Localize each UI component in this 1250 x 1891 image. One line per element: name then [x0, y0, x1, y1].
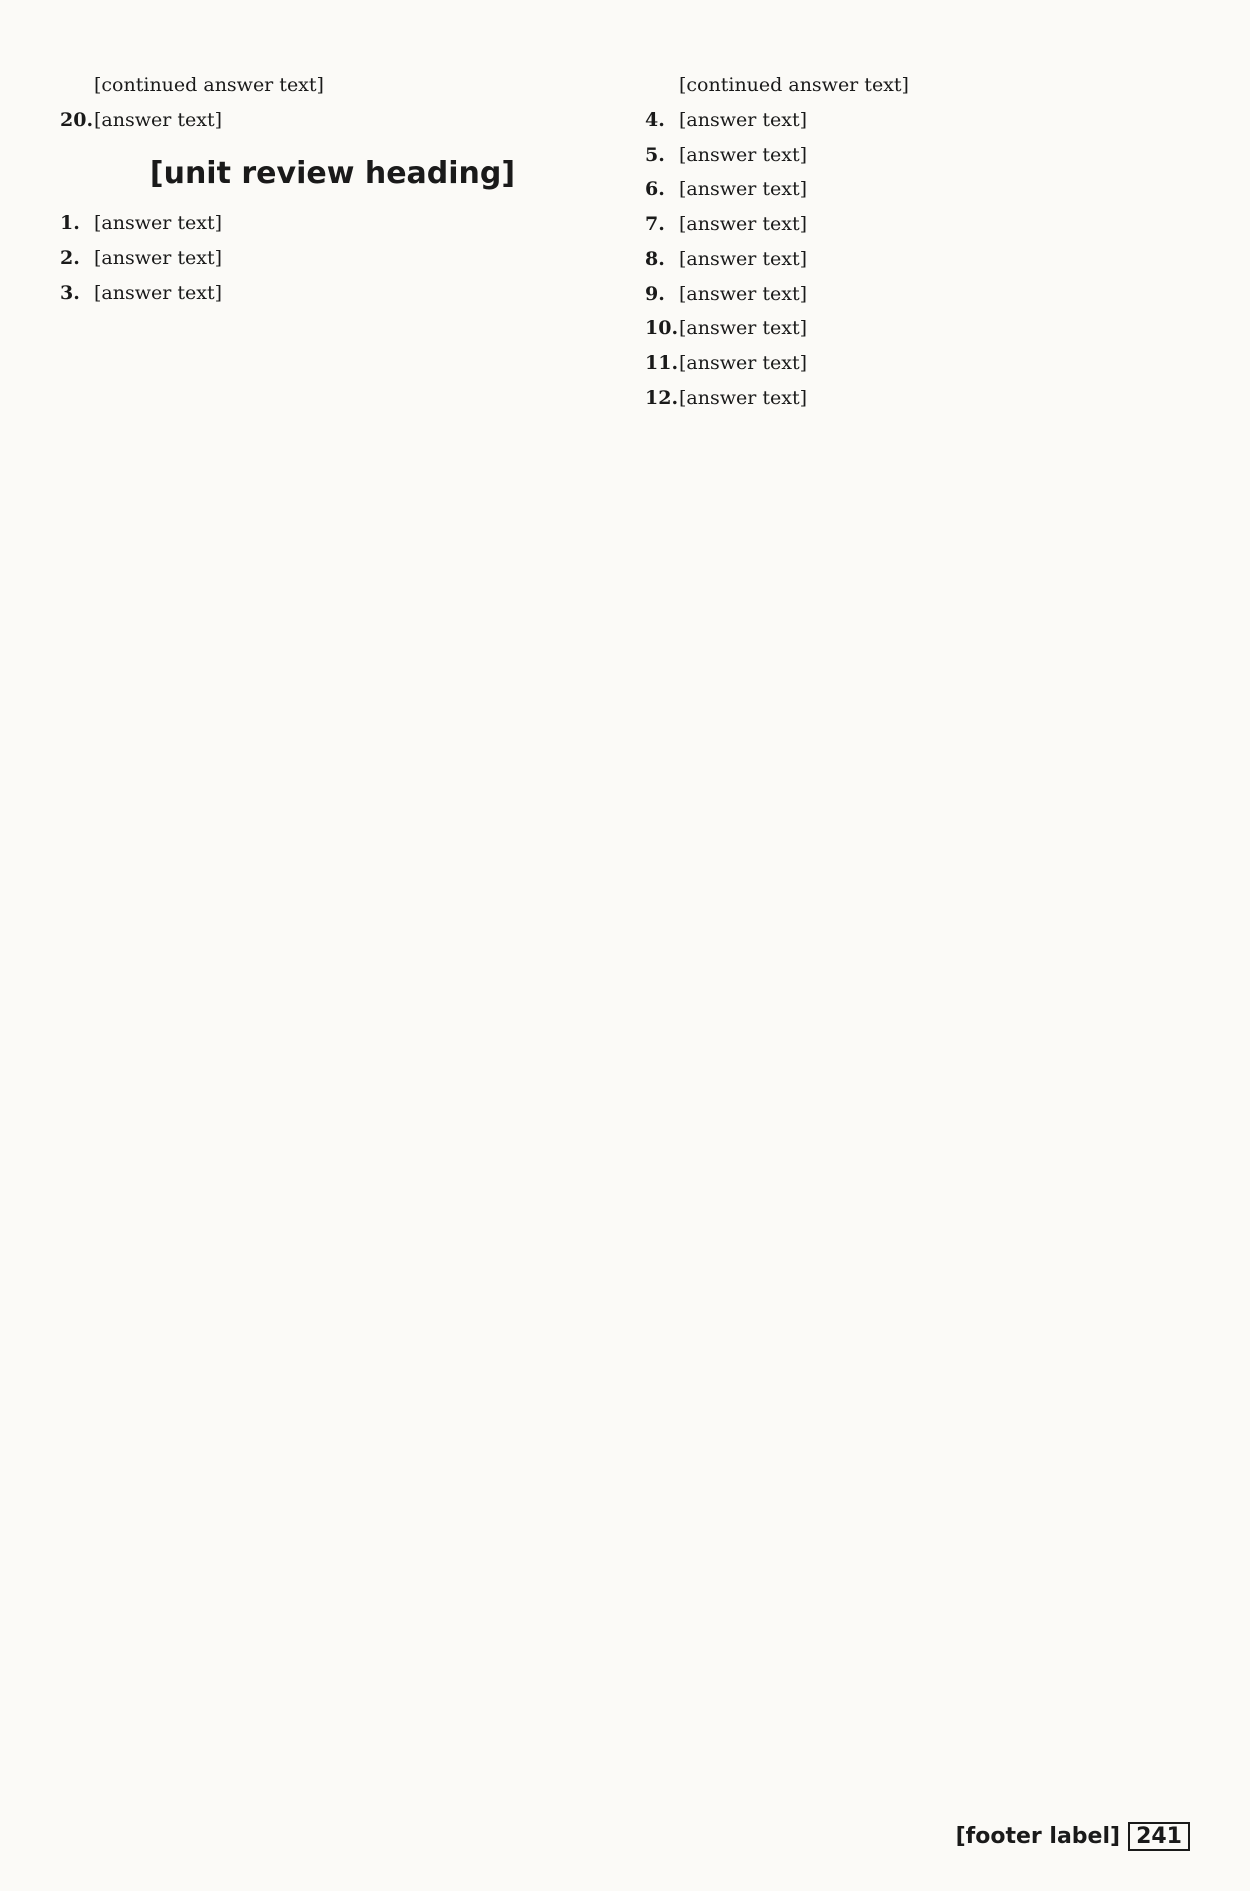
answer-text: [answer text]	[94, 212, 222, 235]
answer-item	[60, 70, 605, 101]
left-answer-list	[60, 70, 605, 136]
answer-text: [answer text]	[679, 213, 807, 236]
answer-text: [answer text]	[679, 108, 807, 131]
answer-item	[645, 279, 1190, 310]
answer-item	[645, 105, 1190, 136]
answer-number: 3.	[60, 281, 80, 304]
two-column-body	[60, 70, 1190, 1790]
answer-item	[645, 244, 1190, 275]
answer-text: [answer text]	[94, 108, 222, 131]
page-number: 241	[1128, 1822, 1190, 1851]
answer-number: 10.	[645, 317, 679, 340]
left-column	[60, 70, 605, 1790]
answer-item	[60, 278, 605, 309]
left-answer-list-after-title	[60, 208, 605, 308]
answer-item	[645, 174, 1190, 205]
answer-item	[645, 383, 1190, 414]
answer-item	[60, 105, 605, 136]
page-footer	[956, 1822, 1190, 1851]
right-answer-list	[645, 70, 1190, 414]
answer-number: 20.	[60, 108, 94, 131]
answer-text: [answer text]	[679, 352, 807, 375]
answer-number: 6.	[645, 178, 665, 201]
answer-item	[60, 243, 605, 274]
answer-text: [answer text]	[679, 178, 807, 201]
answer-text: [answer text]	[679, 247, 807, 270]
answer-item	[645, 313, 1190, 344]
answer-text: [answer text]	[94, 246, 222, 269]
answer-number: 4.	[645, 108, 665, 131]
answer-text: [answer text]	[679, 143, 807, 166]
footer-label: [footer label]	[955, 1824, 1121, 1849]
answer-item	[60, 208, 605, 239]
answer-text: [answer text]	[679, 386, 807, 409]
answer-number: 1.	[60, 212, 80, 235]
right-column	[645, 70, 1190, 1790]
answer-number: 8.	[645, 247, 665, 270]
answer-item	[645, 209, 1190, 240]
answer-item	[645, 140, 1190, 171]
answer-text: [continued answer text]	[94, 74, 324, 96]
answer-number: 12.	[645, 386, 679, 409]
answer-text: [answer text]	[679, 282, 807, 305]
answer-number: 11.	[645, 352, 679, 375]
answer-number: 7.	[645, 213, 665, 236]
answer-item	[645, 70, 1190, 101]
answer-item	[645, 348, 1190, 379]
answer-number: 5.	[645, 143, 665, 166]
answer-text: [answer text]	[94, 281, 222, 304]
answer-number: 9.	[645, 282, 665, 305]
section-title: [unit review heading]	[149, 155, 516, 191]
answer-text: [answer text]	[679, 317, 807, 340]
answer-text: [continued answer text]	[679, 74, 909, 96]
answer-number: 2.	[60, 246, 80, 269]
